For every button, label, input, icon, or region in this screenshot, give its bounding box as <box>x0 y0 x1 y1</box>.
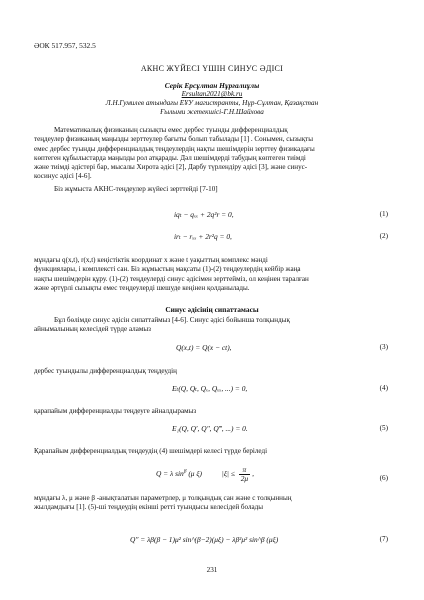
page-number: 231 <box>206 566 218 574</box>
text-line: мұндағы λ, μ және β -анықталатын параметрлер, μ толқындық сан және c толқынның <box>34 494 292 502</box>
equation-6-number: (6) <box>379 474 388 482</box>
author-affiliation: Л.Н.Гумилев атындағы ЕҰУ магистранты, Нұр-Сұлтан, Қазақстан <box>105 99 319 107</box>
equation-5-number: (5) <box>379 424 388 432</box>
text-line: нақты шешімдерін құру. (1)-(2) теңдеулерді синус әдісімен зерттейміз, ол кеңінен таралған <box>34 274 309 283</box>
equation-3-number: (3) <box>379 343 388 351</box>
pde-paragraph <box>34 367 390 376</box>
eq6-power: β <box>183 468 187 475</box>
eq6-fraction-num: π <box>239 466 250 475</box>
solution-paragraph <box>34 447 390 456</box>
equation-7-number: (7) <box>379 535 388 543</box>
text-line: Біз жұмыста АКНС-теңдеулер жүйесі зерттейді [7-10] <box>54 185 218 193</box>
author-email[interactable]: Ersultan2021@bk.ru <box>181 90 243 98</box>
eq6-fraction-den: 2μ <box>240 474 249 483</box>
text-line: және әртүрлі сызықты емес теңдеулерді шешуде кеңінен қолданылады. <box>34 283 250 292</box>
equation-3: Q(x,t) = Q(x − ct), <box>176 343 232 352</box>
equation-1: iqₜ − qₓₓ + 2q²r = 0, <box>174 210 234 219</box>
text-line: қарапайым дифференциалды теңдеуге айналдырамыз <box>34 407 197 415</box>
text-line: дербес туындылы дифференциалдық теңдеудің <box>34 367 177 375</box>
text-line: емес дербес туынды дифференциалдық теңдеулердің нақты шешімдерін зерттеу физикадағы <box>34 144 315 153</box>
author-name: Серік Ерсұлтан Нұрғалиұлы <box>164 81 260 90</box>
text-line: Математикалық физиканың сызықты емес дербес туынды дифференциалдық <box>54 126 288 134</box>
text-line: мұндағы q(x,t), r(x,t) кеңістіктік координат x және t уақыттың комплекс мәнді <box>34 256 268 264</box>
functions-paragraph <box>34 256 390 293</box>
params-paragraph <box>34 494 390 513</box>
equation-7: Q″ = λβ(β − 1)μ² sin^(β−2)(μξ) − λβ²μ² sin^β (μξ) <box>130 535 279 544</box>
text-line: жылдамдығы [1]. (5)-ші теңдеудің екінші ретті туындысы келесідей болады <box>34 503 264 512</box>
eq6-lhs: Q = λ sin <box>156 469 184 479</box>
eq6-condition: |ξ| ≤ <box>221 469 235 479</box>
equation-6 <box>156 466 254 483</box>
text-line: косинус әдісі [4-6]. <box>34 172 92 181</box>
text-line: көптеген құбылыстарда маңызды рол атқарады. Дәл шешімдерді табудың көптеген тиімді <box>34 153 306 162</box>
work-paragraph <box>34 185 390 194</box>
text-line: айнымалының келесідей түрде аламыз <box>34 325 151 334</box>
equation-2: irₜ − rₓₓ + 2r²q = 0, <box>174 232 232 241</box>
paper-title: АКНС ЖҮЙЕСІ ҮШІН СИНУС ӘДІСІ <box>140 64 284 73</box>
section-paragraph <box>34 316 390 335</box>
text-line: Қарапайым дифференциалдық теңдеудің (4) шешімдері келесі түрде беріледі <box>34 447 268 455</box>
text-line: функциялары, i комплексті сан. Біз жұмыстың мақсаты (1)-(2) теңдеулердің кейбір жаңа <box>34 265 301 274</box>
equation-4-number: (4) <box>379 384 388 392</box>
intro-paragraph <box>34 126 390 182</box>
text-line: және тиімді әдістері бар, мысалы Хирота әдісі [2], Дарбу түрлендіру әдісі [3], және синус- <box>34 163 308 172</box>
equation-1-number: (1) <box>379 210 388 218</box>
text-line: теңдеулер физиканың маңызды зерттеулер бағыты болып табылады [1] . Сонымен, сызықты <box>34 135 314 144</box>
eq6-comma: , <box>252 469 254 479</box>
equation-4: Eₜ(Q, Qₜ, Qₓ, Qₓₓ, ...) = 0, <box>172 384 248 393</box>
ode-paragraph <box>34 407 390 416</box>
scientific-advisor: Ғылыми жетекшісі-Г.Н.Шайхова <box>160 108 264 116</box>
eq6-argument: (μ ξ) <box>188 469 202 479</box>
text-line: Бұл бөлімде синус әдісін сипаттаймыз [4-6]. Синус әдісі бойынша толқындық <box>54 316 290 324</box>
section-title: Синус әдісінің сипаттамасы <box>165 305 259 314</box>
equation-5: E₁(Q, Q′, Q″, Q‴, ...) = 0. <box>172 424 248 433</box>
eq6-fraction <box>239 466 250 483</box>
equation-2-number: (2) <box>379 232 388 240</box>
udc-code: ӘОК 517.957, 532.5 <box>34 41 96 50</box>
